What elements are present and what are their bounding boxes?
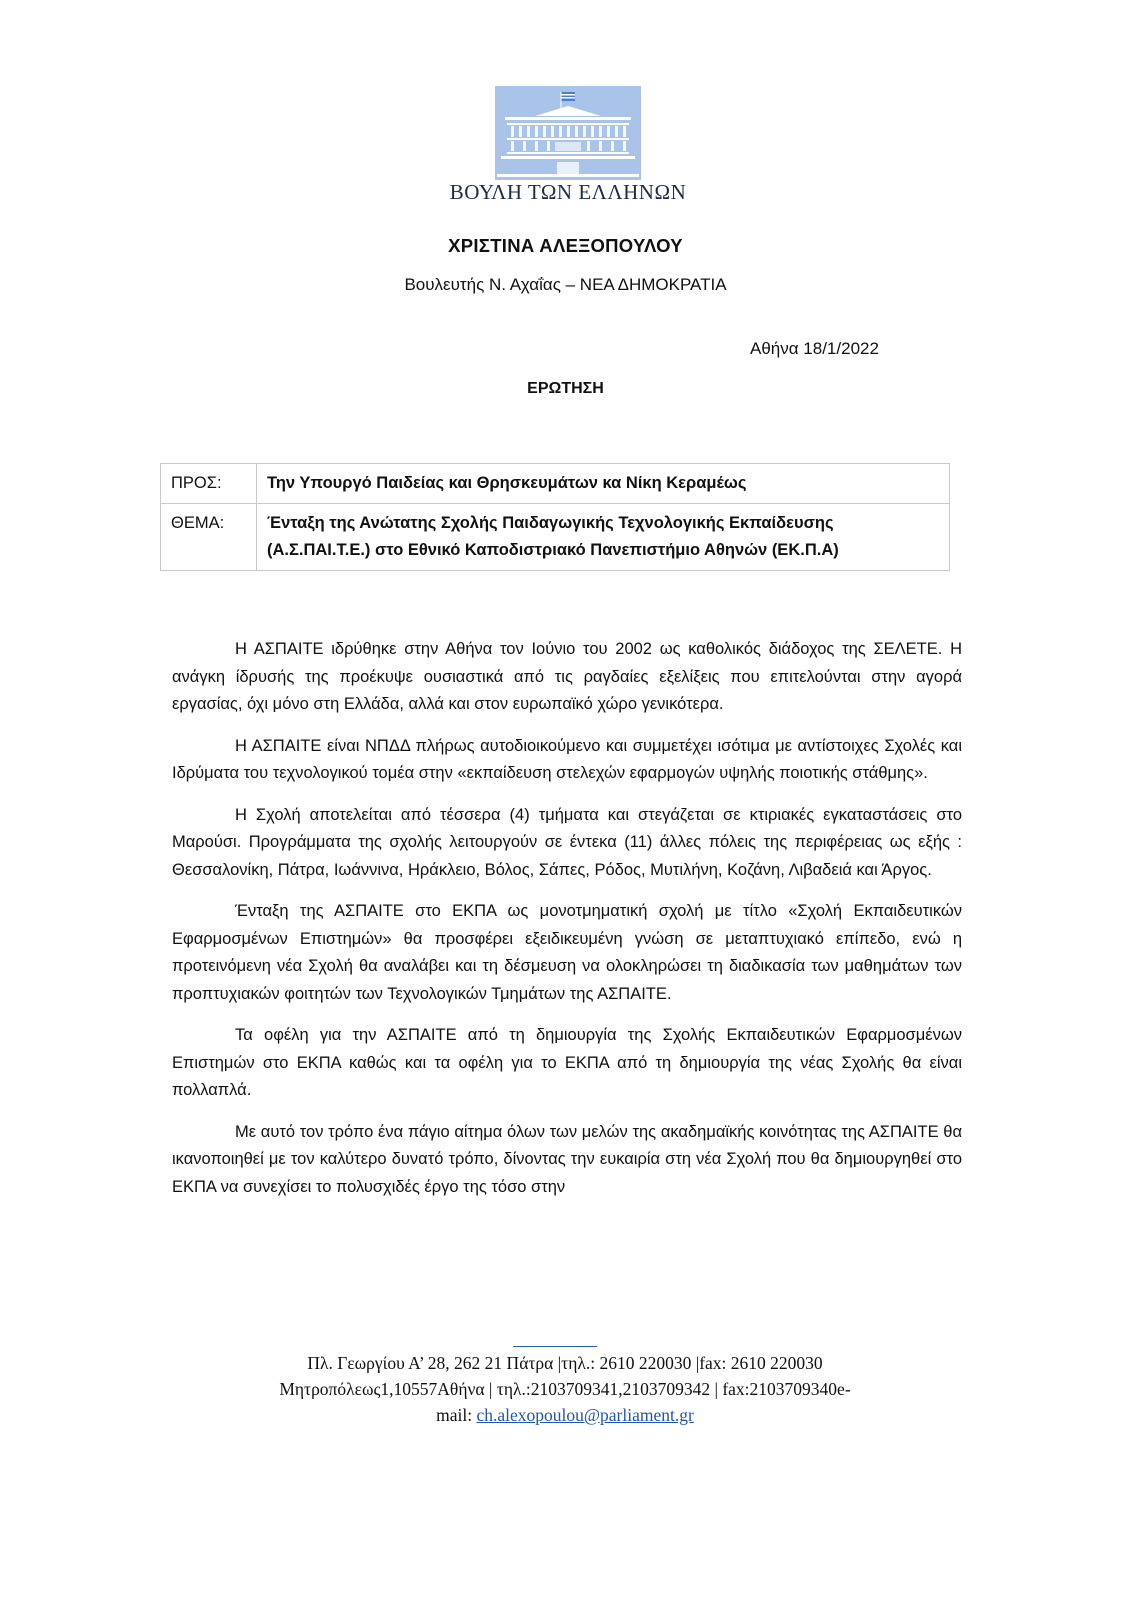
recipient-value: Την Υπουργό Παιδείας και Θρησκευμάτων κα Νίκη Κεραμέως: [257, 464, 950, 504]
logo-caption: ΒΟΥΛΗ ΤΩΝ ΕΛΛΗΝΩΝ: [449, 180, 687, 204]
body-paragraph: Η Σχολή αποτελείται από τέσσερα (4) τμήματα και στεγάζεται σε κτιριακές εγκαταστάσεις στο Μαρούσι. Προγράμματα της σχολής λειτουργούν σε έντεκα (11) άλλες πόλεις της περιφέρειας ως εξής : Θεσσαλονίκη, Πάτρα, Ιωάννινα, Ηράκλειο, Βόλος, Σάπες, Ρόδος, Μυτιλήνη, Κοζάνη, Λιβαδειά και Άργος.: [172, 805, 962, 879]
body-paragraph: Τα οφέλη για την ΑΣΠΑΙΤΕ από τη δημιουργία της Σχολής Εκπαιδευτικών Εφαρμοσμένων Επιστημών στο ΕΚΠΑ καθώς και τα οφέλη για το ΕΚΠΑ από τη δημιουργία της νέας Σχολής θα είναι πολλαπλά.: [172, 1026, 962, 1099]
document-date: Αθήνα 18/1/2022: [750, 339, 879, 358]
mp-name: ΧΡΙΣΤΙΝΑ ΑΛΕΞΟΠΟΥΛΟΥ: [448, 235, 683, 256]
footer-email-prefix: mail:: [436, 1405, 477, 1425]
document-type: ΕΡΩΤΗΣΗ: [527, 380, 604, 397]
question-body: [172, 636, 962, 1215]
body-paragraph: Η ΑΣΠΑΙΤΕ ιδρύθηκε στην Αθήνα τον Ιούνιο του 2002 ως καθολικός διάδοχος της ΣΕΛΕΤΕ. Η ανάγκη ίδρυσής της προέκυψε ουσιαστικά από τις ραγδαίες εξελίξεις που επιτελούνται στην αγορά εργασίας, όχι μόνο στη Ελλάδα, αλλά και στον ευρωπαϊκό χώρο γενικότερα.: [172, 640, 962, 713]
mp-role: Βουλευτής Ν. Αχαΐας – ΝΕΑ ΔΗΜΟΚΡΑΤΙΑ: [404, 275, 727, 294]
parliament-building-icon: [495, 86, 641, 180]
subject-row: [161, 504, 950, 571]
footer-contact: [230, 1350, 900, 1428]
recipient-subject-table: [160, 463, 950, 571]
parliament-logo: [495, 86, 641, 180]
email-link[interactable]: ch.alexopoulou@parliament.gr: [476, 1405, 694, 1425]
subject-value: Ένταξη της Ανώτατης Σχολής Παιδαγωγικής Τεχνολογικής Εκπαίδευσης (Α.Σ.ΠΑΙ.Τ.Ε.) στο Εθνικό Καποδιστριακό Πανεπιστήμιο Αθηνών (ΕΚ.Π.Α): [257, 504, 950, 571]
footer-email-line: [230, 1402, 900, 1428]
footer-patras-address: Πλ. Γεωργίου Α’ 28, 262 21 Πάτρα |τηλ.: 2610 220030 |fax: 2610 220030: [307, 1353, 823, 1373]
footer-athens-address: Μητροπόλεως1,10557Αθήνα | τηλ.:2103709341,2103709342 | fax:2103709340e-: [279, 1379, 851, 1399]
recipient-label: ΠΡΟΣ:: [161, 464, 257, 504]
body-paragraph: Ένταξη της ΑΣΠΑΙΤΕ στο ΕΚΠΑ ως μονοτμηματική σχολή με τίτλο «Σχολή Εκπαιδευτικών Εφαρμοσμένων Επιστημών» θα προσφέρει εξειδικευμένη γνώση σε μεταπτυχιακό επίπεδο, ενώ η προτεινόμενη νέα Σχολή θα αναλάβει και τη δέσμευση να ολοκληρώσει τη διαδικασία των μαθημάτων των προπτυχιακών φοιτητών των Τεχνολογικών Τμημάτων της ΑΣΠΑΙΤΕ.: [172, 902, 962, 1003]
body-paragraph: Με αυτό τον τρόπο ένα πάγιο αίτημα όλων των μελών της ακαδημαϊκής κοινότητας της ΑΣΠΑΙΤΕ θα ικανοποιηθεί με τον καλύτερο δυνατό τρόπο, δίνοντας την ευκαιρία στη νέα Σχολή που θα δημιουργηθεί στο ΕΚΠΑ να συνεχίσει το πολυσχιδές έργο της τόσο στην: [172, 1122, 962, 1196]
body-paragraph: Η ΑΣΠΑΙΤΕ είναι ΝΠΔΔ πλήρως αυτοδιοικούμενο και συμμετέχει ισότιμα με αντίστοιχες Σχολές και Ιδρύματα του τεχνολογικού τομέα στην «εκπαίδευση στελεχών εφαρμογών υψηλής ποιοτικής στάθμης».: [172, 736, 962, 782]
subject-label: ΘΕΜΑ:: [161, 504, 257, 571]
recipient-row: [161, 464, 950, 504]
footer-divider: [513, 1346, 597, 1347]
